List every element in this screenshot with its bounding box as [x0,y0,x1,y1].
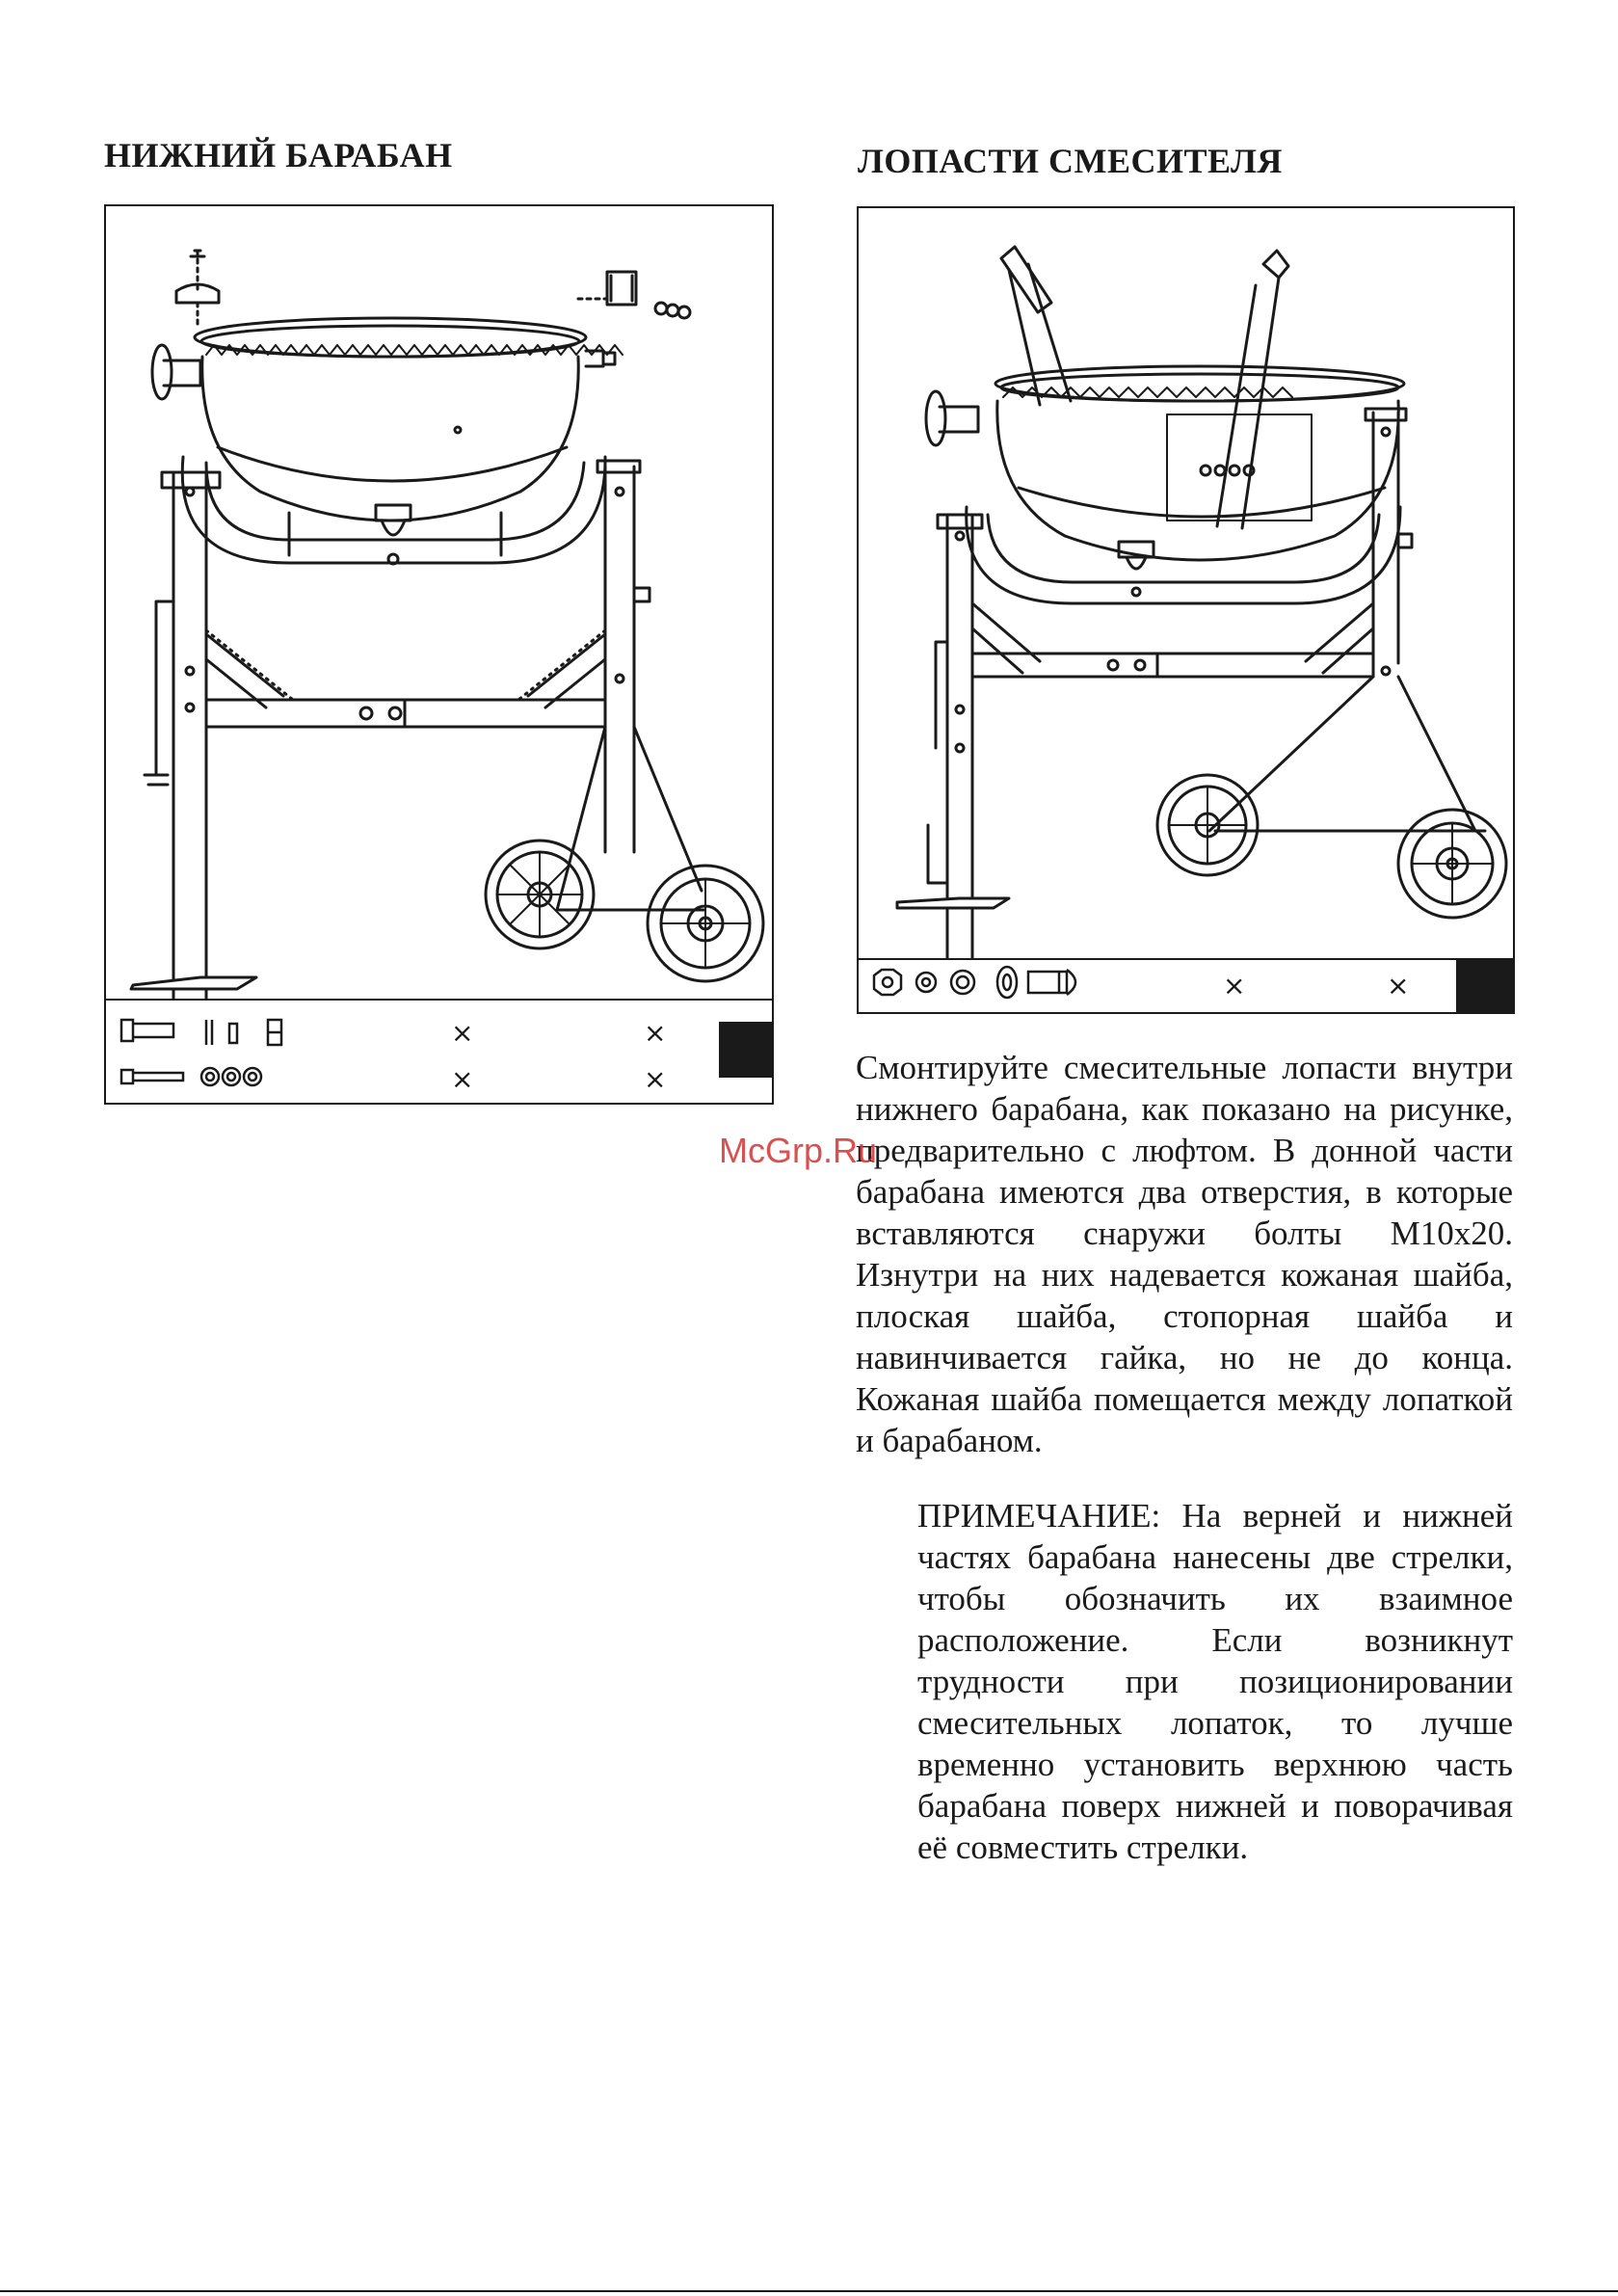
note-paragraph: ПРИМЕЧАНИЕ: На верней и нижней частях барабана нанесены две стрелки, чтобы обозначить их взаимное расположение. Если возникнут трудности при позиционировании смесительных лопаток, то лучше временно установить верхнюю часть барабана поверх нижней и поворачивая её совместить стрелки. [917,1497,1513,1866]
quantity-box [719,1022,772,1078]
quantity-box [1456,960,1513,1012]
parts-list-lower-drum [106,999,772,1103]
multiplier-mark: × [451,1017,474,1049]
multiplier-mark: × [644,1017,667,1049]
multiplier-mark: × [644,1063,667,1095]
watermark: McGrp.Ru [719,1131,878,1170]
multiplier-mark: × [451,1063,474,1095]
multiplier-mark: × [1223,970,1246,1001]
instruction-paragraph: Смонтируйте смесительные лопасти внутри нижнего барабана, как показано на рисунке, предварительно с люфтом. В донной части барабана имеются два отверстия, в которые вставляются снаружи болты M10x20. Изнутри на них надевается кожаная шайба, плоская шайба, стопорная шайба и навинчивается гайка, но не до конца. Кожаная шайба помещается между лопаткой и барабаном. [856,1049,1513,1459]
hardware-parts-icon [859,960,1148,1010]
parts-list-mixer-blades [859,958,1513,1012]
lower-drum-figure [104,204,774,1105]
lower-drum-illustration [106,206,772,1001]
multiplier-mark: × [1387,970,1410,1001]
mixer-blades-illustration [859,208,1513,960]
page-bottom-rule [0,2290,1618,2292]
section-heading-mixer-blades: ЛОПАСТИ СМЕСИТЕЛЯ [858,142,1283,180]
hardware-parts-icon [106,1001,337,1101]
mixer-blades-figure [857,206,1515,1014]
section-heading-lower-drum: НИЖНИЙ БАРАБАН [104,136,453,174]
